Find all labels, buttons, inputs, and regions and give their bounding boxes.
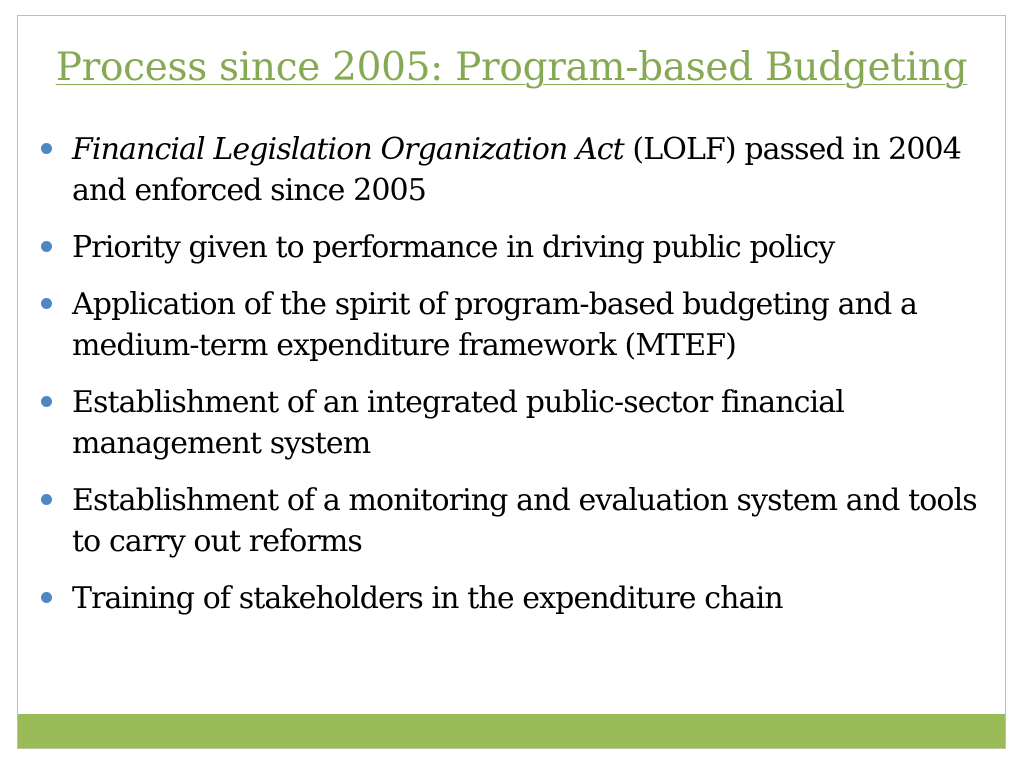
bullet-item-lolf bbox=[38, 129, 1013, 211]
bullet-text: Training of stakeholders in the expenditure chain bbox=[72, 581, 783, 616]
bullet-item-priority bbox=[38, 227, 1013, 268]
slide-title: Process since 2005: Program-based Budgeting bbox=[55, 45, 968, 90]
bullet-item-application bbox=[38, 284, 1013, 366]
bullet-text: Priority given to performance in driving public policy bbox=[72, 230, 835, 265]
bullet-item-monitoring bbox=[38, 480, 1013, 562]
bullet-text: Establishment of an integrated public-sector financial management system bbox=[72, 385, 844, 461]
bullet-list bbox=[38, 129, 1013, 635]
bullet-italic-text: Financial Legislation Organization Act bbox=[72, 132, 624, 167]
bullet-text: (LOLF) passed in 2004 and enforced since 2005 bbox=[72, 132, 961, 208]
bullet-dot-icon bbox=[41, 396, 52, 407]
footer-accent-bar bbox=[18, 714, 1005, 748]
bullet-dot-icon bbox=[41, 143, 52, 154]
bullet-text: Application of the spirit of program-based budgeting and a medium-term expenditure framework (MTEF) bbox=[72, 287, 917, 363]
bullet-item-training bbox=[38, 578, 1013, 619]
bullet-dot-icon bbox=[41, 592, 52, 603]
bullet-dot-icon bbox=[41, 241, 52, 252]
bullet-item-financial-system bbox=[38, 382, 1013, 464]
bullet-text: Establishment of a monitoring and evaluation system and tools to carry out reforms bbox=[72, 483, 977, 559]
bullet-dot-icon bbox=[41, 298, 52, 309]
slide-frame bbox=[17, 15, 1006, 749]
bullet-dot-icon bbox=[41, 494, 52, 505]
